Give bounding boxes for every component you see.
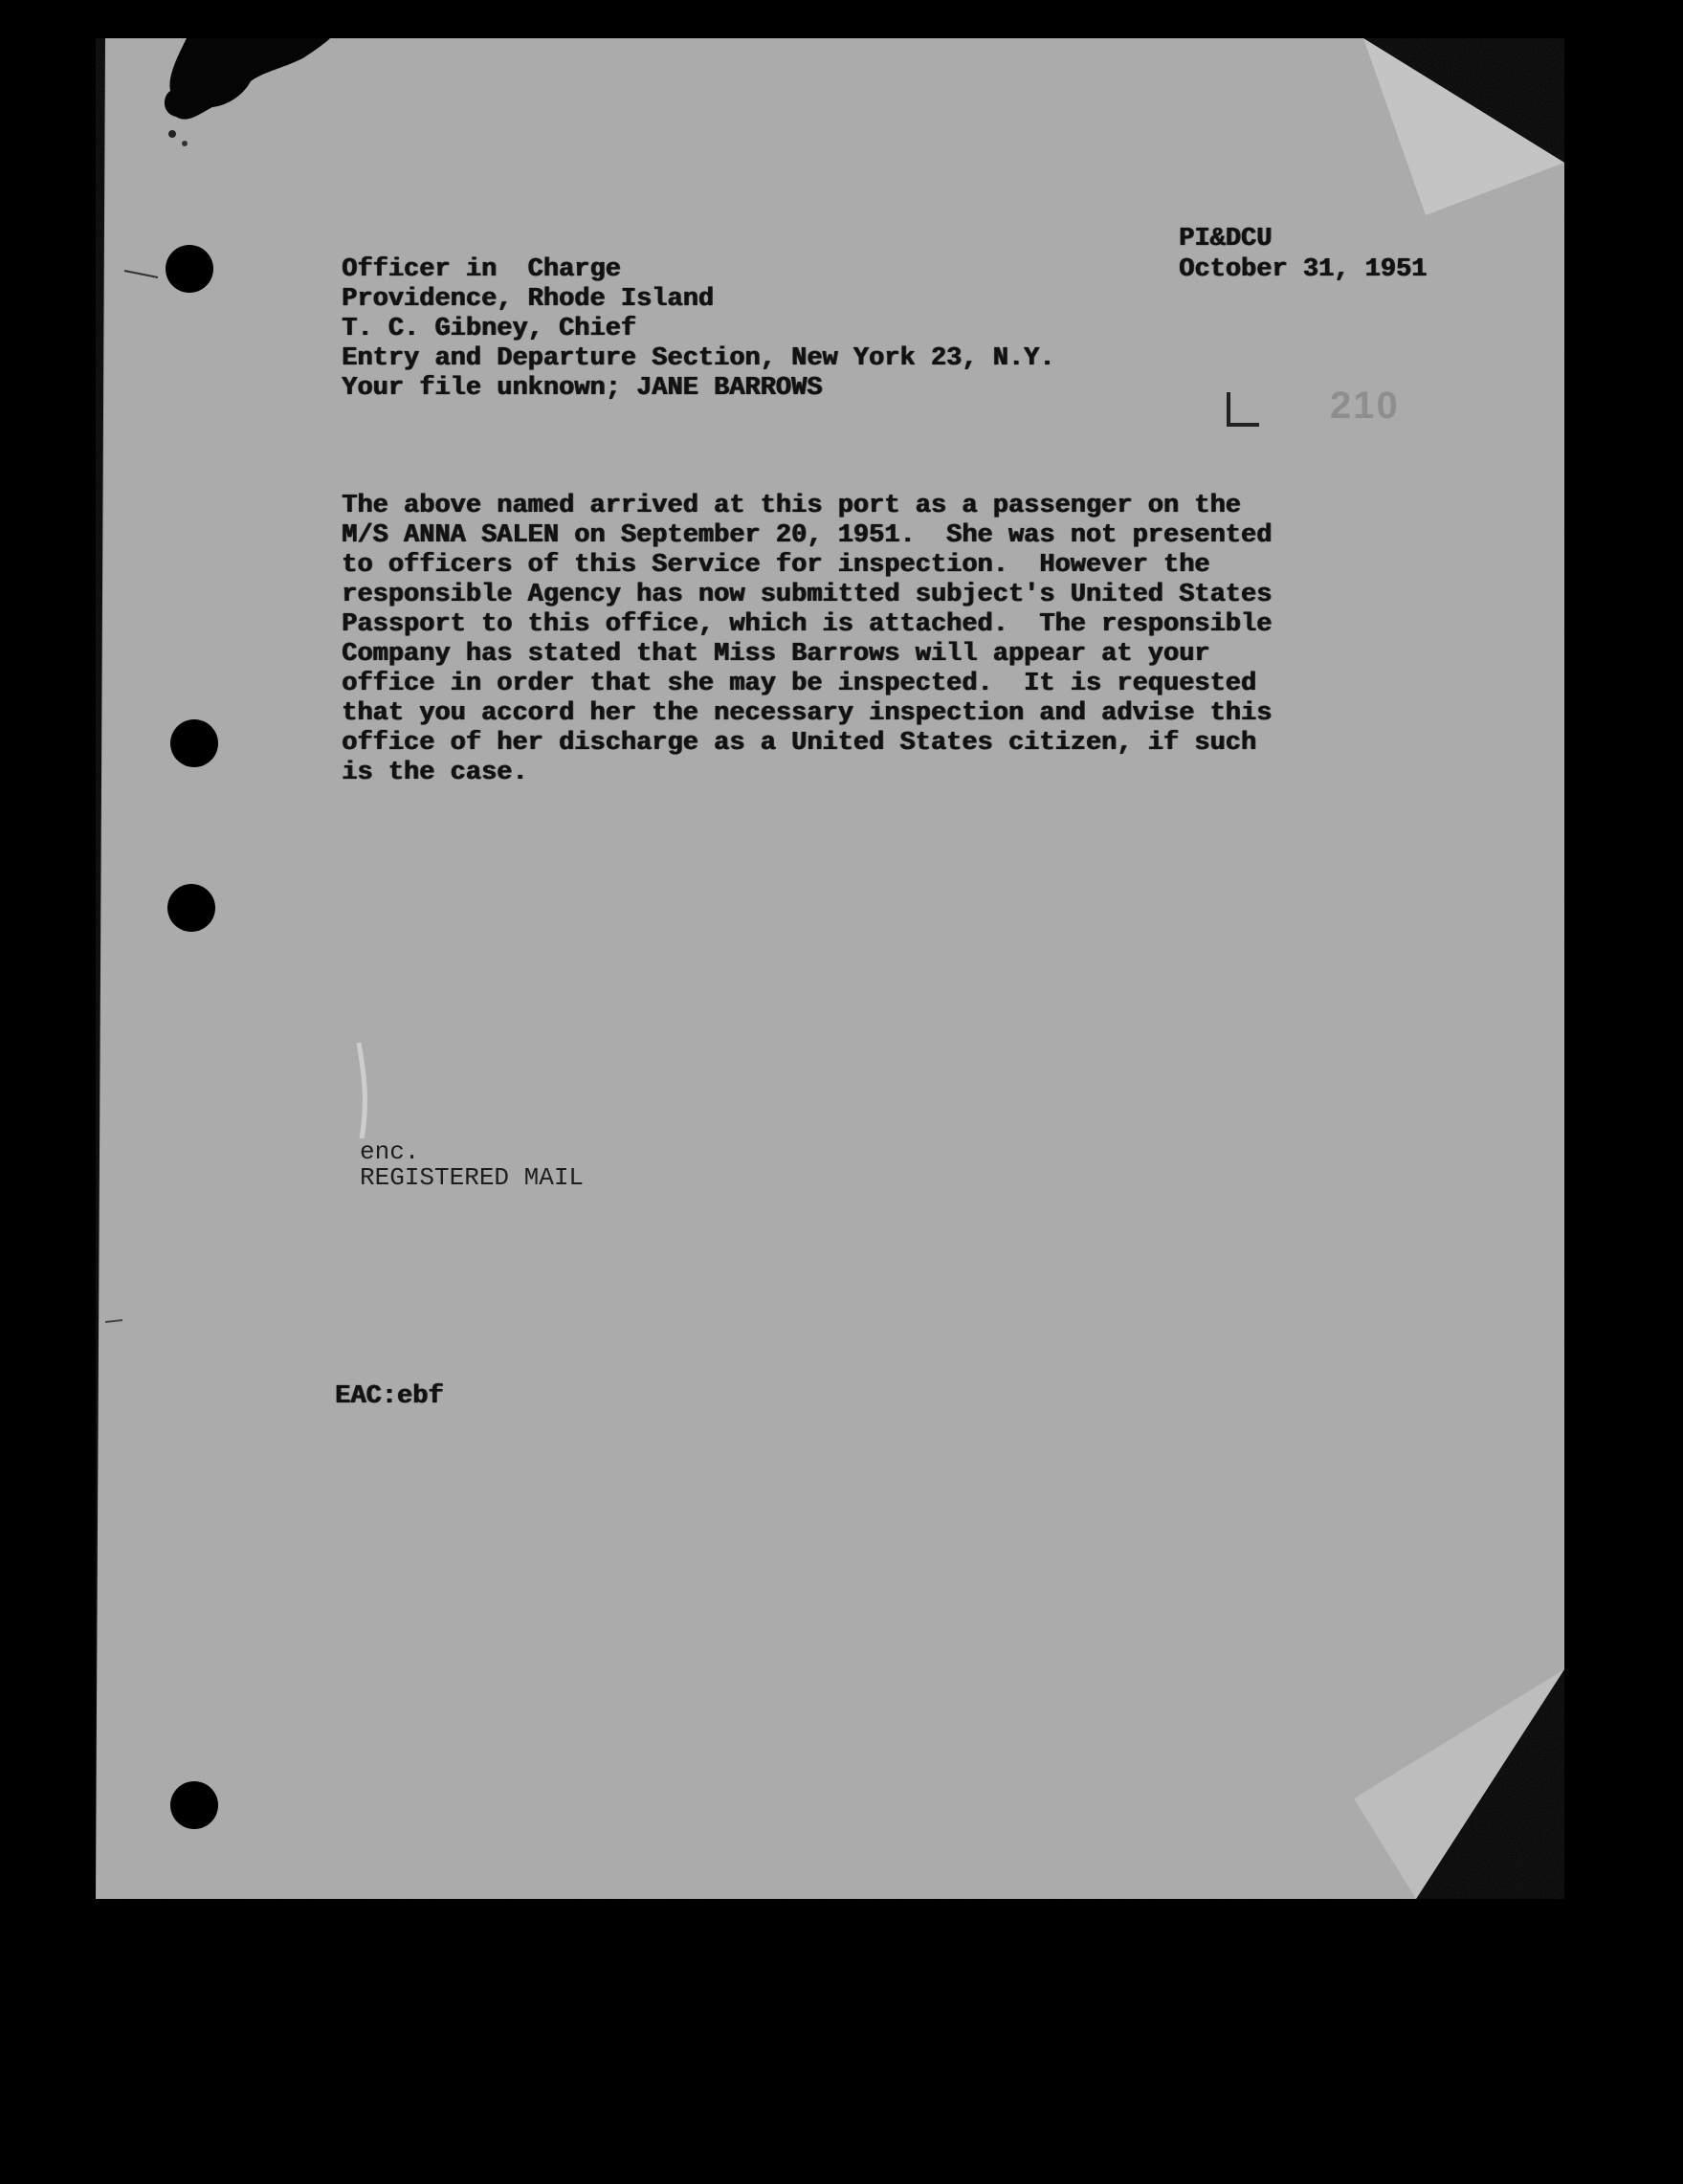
- body-line: that you accord her the necessary inspection and advise this: [342, 699, 1273, 728]
- body-line: The above named arrived at this port as a passenger on the: [342, 492, 1241, 520]
- punch-hole: [167, 884, 215, 932]
- stamp-number: 210: [1330, 385, 1400, 427]
- punch-hole: [166, 245, 213, 293]
- letter-date: October 31, 1951: [1179, 255, 1428, 284]
- address-line: T. C. Gibney, Chief: [342, 315, 636, 343]
- punch-hole: [170, 1781, 218, 1829]
- body-line: M/S ANNA SALEN on September 20, 1951. She was not presented: [342, 521, 1273, 550]
- body-line: office in order that she may be inspected. It is requested: [342, 670, 1256, 698]
- address-line: Providence, Rhode Island: [342, 285, 714, 314]
- stamp-mark: [1227, 423, 1259, 427]
- stamp-mark: [1227, 392, 1230, 427]
- address-line: Entry and Departure Section, New York 23, N.Y.: [342, 344, 1055, 373]
- reference-initials: EAC:ebf: [335, 1382, 444, 1411]
- body-line: responsible Agency has now submitted subject's United States: [342, 581, 1273, 609]
- address-block: [342, 255, 1054, 404]
- body-line: Company has stated that Miss Barrows will appear at your: [342, 640, 1210, 669]
- body-line: to officers of this Service for inspection. However the: [342, 551, 1210, 580]
- address-line: Officer in Charge: [342, 255, 621, 284]
- address-line: Your file unknown; JANE BARROWS: [342, 374, 823, 403]
- body-line: is the case.: [342, 759, 528, 787]
- enclosure-note: enc.: [360, 1137, 420, 1166]
- file-code: PI&DCU: [1179, 225, 1273, 254]
- punch-hole: [170, 719, 218, 767]
- body-line: Passport to this office, which is attached. The responsible: [342, 610, 1273, 639]
- registered-mail-note: REGISTERED MAIL: [360, 1163, 585, 1192]
- body-paragraph: [342, 492, 1272, 788]
- body-line: office of her discharge as a United States citizen, if such: [342, 729, 1256, 758]
